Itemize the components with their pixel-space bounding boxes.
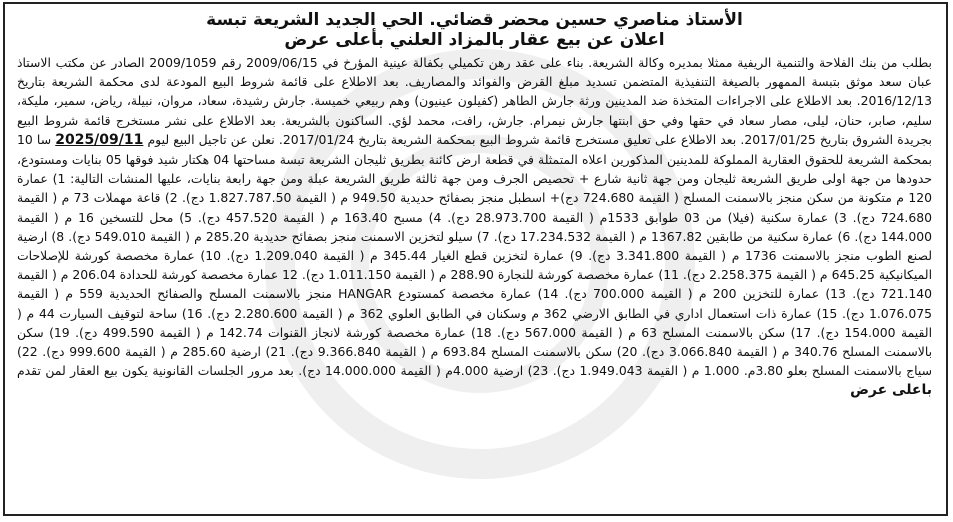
- auction-notice: [3, 2, 948, 516]
- sale-date: 2025/09/11: [55, 131, 144, 148]
- body-text-part2: سا 10 بمحكمة الشريعة للحقوق العقارية المملوكة للمدينين المذكورين اعلاه المتمثلة في قطعة ارض كائنة بطريق ثليجان الشريعة تبسة مساحتها 04 هكتار شيد فوقها 05 بنايات ومستودع، حدودها من جهة اولى طريق الشريعة ثليجان ومن جهة ثانية شارع + تحصيص الجرف ومن جهة ثالثة طريق الشريعة عبلة ومن جهة رابعة بنايات، عليها المنشات التالية: 1) عمارة 120 م متكونة من سكن منجز بالاسمنت المسلح ( القيمة 724.680 دج)+ اسطبل منجز بصفائح حديدية 949.50 م ( القيمة 1.827.787.50 دج). 2) قاعة مهملات 73 م ( القيمة 724.680 دج). 3) عمارة سكنية (فيلا) من 03 طوابق 1533م ( القيمة 28.973.700 دج). 4) مسبح 163.40 م ( القيمة 457.520 دج). 5) محل للتسخين 16 م ( القيمة 144.000 دج). 6) عمارة سكنية من طابقين 1367.82 م ( القيمة 17.234.532 دج). 7) سيلو لتخزين الاسمنت منجز بصفائح حديدية 285.20 م ( القيمة 549.010 دج). 8) ارضية لصنع الطوب منجز بالاسمنت 1736 م ( القيمة 3.341.800 دج). 9) عمارة لتخزين قطع الغيار 345.44 م ( القيمة 1.209.040 دج). 10) عمارة مخصصة كورشة للإصلاحات الميكانيكية 645.25 م ( القيمة 2.258.375 دج). 11) عمارة مخصصة كورشة للنجارة 288.90 م ( القيمة 1.011.150 دج). 12 عمارة مخصصة كورشة للحدادة 206.04 م ( القيمة 721.140 دج). 13) عمارة للتخزين 200 م ( القيمة 700.000 دج). 14) عمارة مخصصة كمستودع HANGAR منجز بالاسمنت المسلح والصفائح الحديدية 559 م ( القيمة 1.076.075 دج). 15) عمارة ذات استعمال اداري في الطابق الارضي 362 م وسكنان في الطابق العلوي 362 م ( القيمة 2.280.600 دج). 16) ساحة لتوقيف السيارت 44 م ( القيمة 154.000 دج). 17) سكن بالاسمنت المسلح 63 م ( القيمة 567.000 دج). 18) عمارة مخصصة كورشة لانجاز القنوات 142.74 م ( القيمة 499.590 دج). 19) سكن بالاسمنت المسلح 340.76 م ( القيمة 3.066.840 دج). 20) سكن بالاسمنت المسلح 693.84 م ( القيمة 9.366.840 دج). 21) ارضية 285.60 م ( القيمة 999.600 دج). 22) سياج بالاسمنت المسلح بعلو 3.80م. 1.000 م ( القيمة 1.949.043 دج). 23) ارضية 4.000م ( القيمة 14.000.000 دج). بعد مرور الجلسات القانونية يكون بيع العقار لمن تقدم: [17, 131, 933, 379]
- highest-offer-text: باعلى عرض: [850, 382, 932, 399]
- notice-header-announcement: اعلان عن بيع عقار بالمزاد العلني بأعلى عرض: [284, 30, 665, 50]
- body-text-part1: بطلب من بنك الفلاحة والتنمية الريفية ممثلا بمديره وكالة الشريعة. بناء على عقد رهن تكميلي بكفالة عينية المؤرخ في 2009/06/15 رقم 2009/1059 الصادر عن مكتب الاستاذ عبان سعد موثق بتبسة الممهور بالصيغة التنفيذية المتضمن تسديد مبلغ القرض والفوائد والمصاريف. بعد الاطلاع على قائمة شروط البيع المودعة لدى محكمة الشريعة بتاريخ 2016/12/13. بعد الاطلاع على الاجراءات المتخذة ضد المدينين ورثة جارش الطاهر (كفيلون عينيون) وهم ربيعي خميسة. جارش رشيدة، سعاد، مروان، نبيلة، رياض، سمير، مليكة، سليم، صابر، حنان، ليلى، مصار سعاد في حقها وفي حق ابنتها جارش نيمرام. جارش، رافت، محمد لؤي. الساكنون بالشريعة. بعد الاطلاع على نشر مستخرج قائمة شروط البيع بجريدة الشروق بتاريخ 2017/01/25. بعد الاطلاع على تعليق مستخرج قائمة شروط البيع بمحكمة الشريعة بتاريخ 2017/01/24. نعلن عن تاجيل البيع ليوم: [17, 55, 932, 147]
- notice-header-bailiff: الأستاذ مناصري حسين محضر قضائي. الحي الجديد الشريعة تبسة: [206, 10, 743, 30]
- notice-body: [17, 53, 932, 401]
